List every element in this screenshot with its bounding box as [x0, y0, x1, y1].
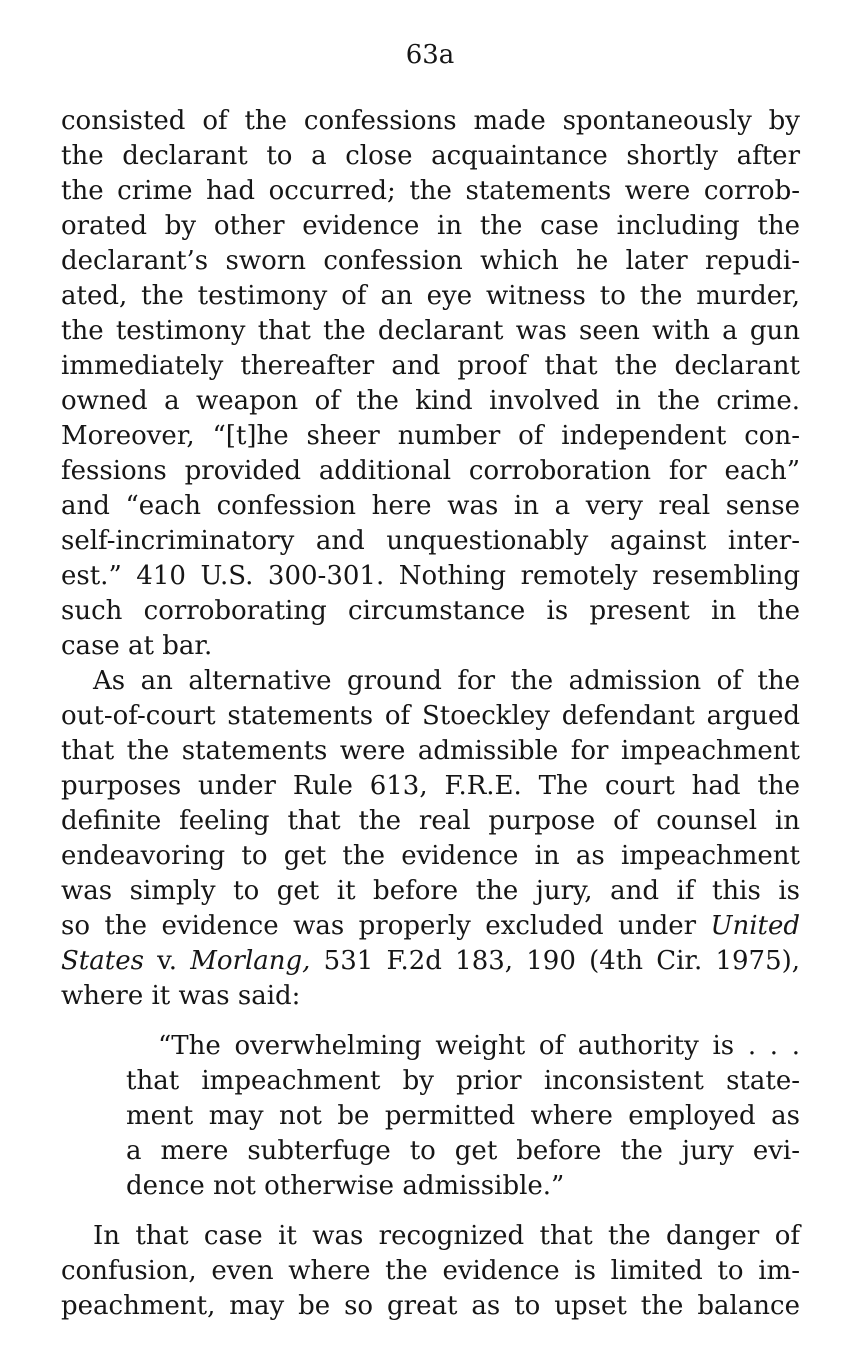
- case-name-part: United: [710, 911, 800, 941]
- text-line: such corroborating circumstance is present in the: [61, 596, 800, 626]
- quote-line: “The overwhelming weight of authority is . . .: [158, 1031, 800, 1061]
- quote-line: a mere subterfuge to get before the jury evi-: [126, 1136, 800, 1166]
- text-line: ated, the testimony of an eye witness to the murder,: [61, 281, 800, 311]
- quote-line: that impeachment by prior inconsistent state-: [126, 1066, 800, 1096]
- case-name-part: Morlang,: [190, 946, 311, 976]
- text-line: and “each confession here was in a very real sense: [61, 491, 800, 521]
- text-line: where it was said:: [61, 981, 301, 1011]
- text-line: In that case it was recognized that the danger of: [93, 1221, 800, 1251]
- text-line: was simply to get it before the jury, and if this is: [61, 876, 800, 906]
- text-line: As an alternative ground for the admission of the: [93, 666, 800, 696]
- text-line: peachment, may be so great as to upset the balance: [61, 1291, 800, 1321]
- text-line: [61, 944, 800, 978]
- text-line: consisted of the confessions made spontaneously by: [61, 106, 800, 136]
- text-line: Moreover, “[t]he sheer number of independent con-: [61, 421, 800, 451]
- quote-line: ment may not be permitted where employed as: [126, 1101, 800, 1131]
- text-segment: so the evidence was properly excluded under: [61, 911, 697, 941]
- text-line: est.” 410 U.S. 300-301. Nothing remotely resembling: [61, 561, 800, 591]
- text-line: case at bar.: [61, 631, 213, 661]
- text-line: immediately thereafter and proof that the declarant: [61, 351, 800, 381]
- page-number: 63a: [405, 40, 455, 70]
- text-line: that the statements were admissible for impeachment: [61, 736, 800, 766]
- text-line: endeavoring to get the evidence in as impeachment: [61, 841, 800, 871]
- text-line: orated by other evidence in the case including the: [61, 211, 800, 241]
- text-segment: v.: [157, 946, 178, 976]
- text-line: definite feeling that the real purpose of counsel in: [61, 806, 800, 836]
- citation: 531 F.2d 183, 190 (4th Cir. 1975),: [323, 946, 801, 976]
- text-line: confusion, even where the evidence is limited to im-: [61, 1256, 800, 1286]
- text-line: the crime had occurred; the statements were corrob-: [61, 176, 800, 206]
- text-line: out-of-court statements of Stoeckley defendant argued: [61, 701, 800, 731]
- text-line: purposes under Rule 613, F.R.E. The court had the: [61, 771, 800, 801]
- text-line: [61, 909, 800, 943]
- text-line: the declarant to a close acquaintance shortly after: [61, 141, 800, 171]
- quote-line: dence not otherwise admissible.”: [126, 1171, 565, 1201]
- text-line: self-incriminatory and unquestionably against inter-: [61, 526, 800, 556]
- text-line: the testimony that the declarant was seen with a gun: [61, 316, 800, 346]
- text-line: fessions provided additional corroboration for each”: [61, 456, 800, 486]
- text-line: owned a weapon of the kind involved in the crime.: [61, 386, 800, 416]
- case-name-part: States: [61, 946, 144, 976]
- text-line: declarant’s sworn confession which he later repudi-: [61, 246, 800, 276]
